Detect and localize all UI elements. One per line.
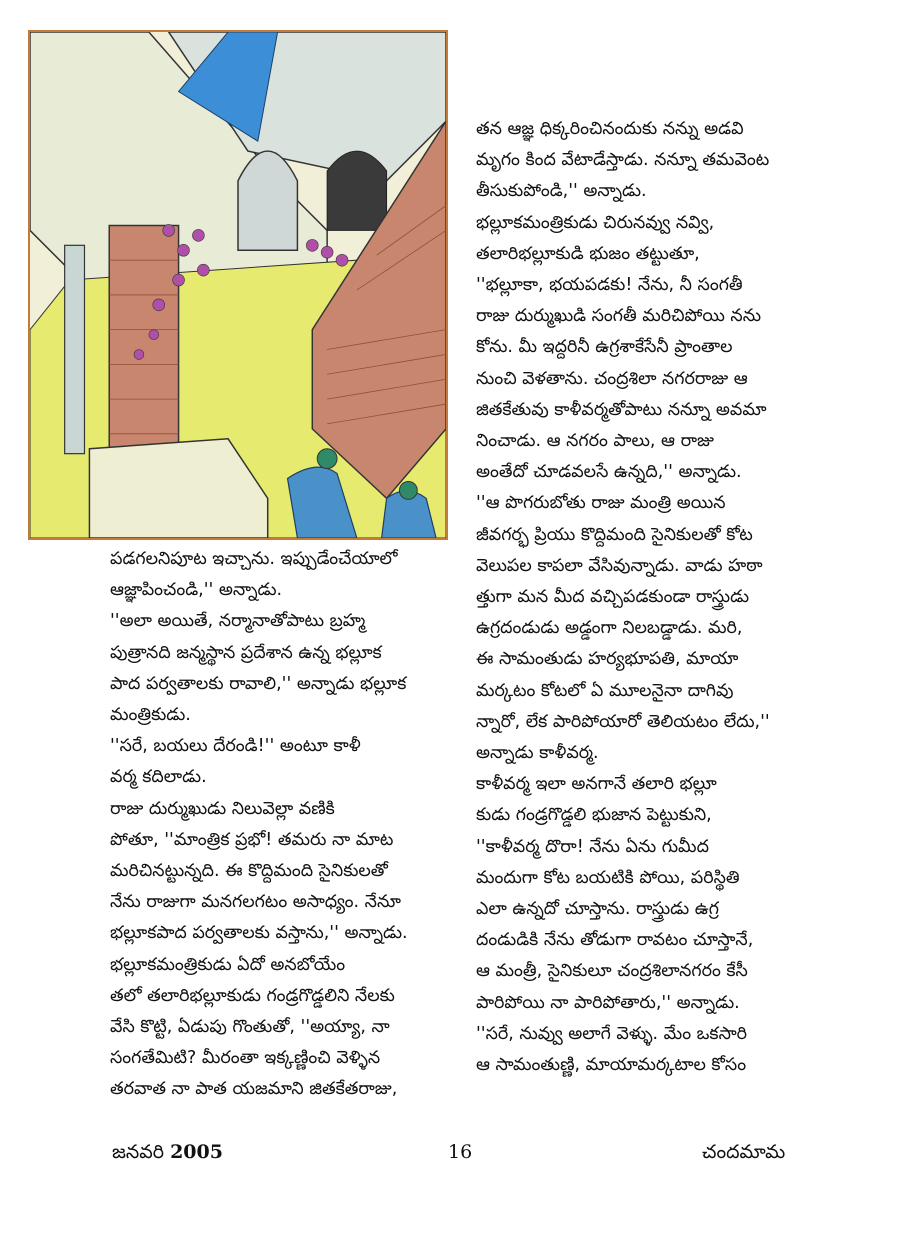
text-line: దండుడికి నేను తోడుగా రావటం చూస్తానే, bbox=[476, 930, 754, 951]
text-line: ఈ సామంతుడు హర్యభూపతి, మాయా bbox=[476, 649, 739, 670]
text-line: పడగలనిపూట ఇచ్చాను. ఇప్పుడేంచేయాలో bbox=[110, 549, 398, 569]
text-line: నేను రాజుగా మనగలగటం అసాధ్యం. నేనూ bbox=[110, 892, 401, 913]
text-line: అన్నాడు కాళీవర్మ. bbox=[476, 743, 599, 764]
text-line: కుడు గండ్రగొడ్డలి భుజాన పెట్టుకుని, bbox=[476, 805, 712, 826]
text-line: భల్లూకమంత్రికుడు చిరునవ్వు నవ్వి, bbox=[476, 212, 715, 233]
text-line: సంగతేమిటి? మీరంతా ఇక్కణ్ణించి వెళ్ళిన bbox=[110, 1048, 381, 1069]
page-number: 16 bbox=[448, 1141, 473, 1163]
magazine-name: చందమామ bbox=[702, 1141, 786, 1163]
text-line: వెలుపల కాపలా వేసివున్నాడు. వాడు హఠా bbox=[476, 555, 763, 576]
text-line: మరిచినట్టున్నది. ఈ కొద్దిమంది సైనికులతో bbox=[110, 861, 388, 882]
text-line: జితకేతువు కాళీవర్మతోపాటు నన్నూ అవమా bbox=[476, 399, 767, 420]
text-line: మందుగా కోట బయటికి పోయి, పరిస్థితి bbox=[476, 867, 740, 888]
text-line: తన ఆజ్ఞ ధిక్కరించినందుకు నన్ను అడవి bbox=[476, 119, 744, 139]
text-line: మృగం కింద వేటాడేస్తాడు. నన్నూ తమవెంట bbox=[476, 150, 770, 171]
text-line: నించాడు. ఆ నగరం పాలు, ఆ రాజు bbox=[476, 431, 714, 452]
text-line: ''సరే, నువ్వు అలాగే వెళ్ళు. మేం ఒకసారి bbox=[476, 1023, 747, 1044]
text-line: పోతూ, ''మాంత్రిక ప్రభో! తమరు నా మాట bbox=[110, 829, 394, 850]
footer-date bbox=[112, 1141, 223, 1168]
text-line: కోను. మీ ఇద్దరినీ ఉగ్రశాకేసేనీ ప్రాంతాల bbox=[476, 337, 733, 358]
text-line: ఆజ్ఞాపించండి,'' అన్నాడు. bbox=[110, 580, 283, 601]
story-illustration bbox=[28, 30, 448, 540]
text-line: భల్లూకపాద పర్వతాలకు వస్తాను,'' అన్నాడు. bbox=[110, 923, 408, 944]
text-line: జీవగర్భ ప్రియు కొద్దిమంది సైనికులతో కోట bbox=[476, 524, 753, 545]
text-line: ''అలా అయితే, నర్మానాతోపాటు బ్రహ్మ bbox=[110, 611, 366, 632]
text-line: భల్లూకమంత్రికుడు ఏదో అనబోయేం bbox=[110, 954, 346, 975]
text-line: ఉగ్రదండుడు అడ్డంగా నిలబడ్డాడు. మరి, bbox=[476, 618, 743, 639]
text-line: రాజు దుర్ముఖుడి సంగతీ మరిచిపోయి నను bbox=[476, 306, 762, 327]
text-line: వేసి కొట్టి, ఏడుపు గొంతుతో, ''అయ్యా, నా bbox=[110, 1017, 390, 1038]
text-line: త్తుగా మన మీద వచ్చిపడకుండా రాస్త్రుడు bbox=[476, 587, 750, 608]
left-text-column bbox=[110, 544, 455, 1106]
right-text-column bbox=[476, 114, 816, 1081]
text-line: వర్మ కదిలాడు. bbox=[110, 767, 207, 788]
text-line: కాళీవర్మ ఇలా అనగానే తలారి భల్లూ bbox=[476, 774, 717, 795]
text-line: తలారిభల్లూకుడి భుజం తట్టుతూ, bbox=[476, 243, 700, 264]
text-line: ఆ మంత్రీ, సైనికులూ చంద్రశిలానగరం కేసీ bbox=[476, 961, 748, 982]
text-line: అంతేదో చూడవలసే ఉన్నది,'' అన్నాడు. bbox=[476, 462, 742, 483]
text-line: ''సరే, బయలు దేరండి!'' అంటూ కాళీ bbox=[110, 736, 361, 757]
text-line: మర్కటం కోటలో ఏ మూలనైనా దాగివు bbox=[476, 680, 734, 701]
text-line: తీసుకుపోండి,'' అన్నాడు. bbox=[476, 181, 647, 202]
text-line: ''కాళీవర్మ దొరా! నేను ఏను గుమీద bbox=[476, 836, 709, 857]
text-line: తరవాత నా పాత యజమాని జితకేతరాజు, bbox=[110, 1079, 398, 1100]
text-line: న్నారో, లేక పారిపోయారో తెలియటం లేదు,'' bbox=[476, 711, 770, 732]
text-line: పారిపోయి నా పారిపోతారు,'' అన్నాడు. bbox=[476, 992, 740, 1013]
text-line: పాద పర్వతాలకు రావాలి,'' అన్నాడు భల్లూక bbox=[110, 673, 407, 694]
text-line: ''ఆ పొగరుబోతు రాజు మంత్రి అయిన bbox=[476, 493, 726, 514]
text-line: మంత్రికుడు. bbox=[110, 705, 191, 726]
text-line: నుంచి వెళతాను. చంద్రశిలా నగరరాజు ఆ bbox=[476, 368, 748, 389]
text-line: ''భల్లూకా, భయపడకు! నేను, నీ సంగతీ bbox=[476, 275, 743, 296]
text-line: ఎలా ఉన్నదో చూస్తాను. రాస్త్రుడు ఉగ్ర bbox=[476, 899, 719, 920]
footer-year: 2005 bbox=[170, 1141, 223, 1163]
text-line: రాజు దుర్ముఖుడు నిలువెల్లా వణికి bbox=[110, 798, 335, 819]
text-line: తలో తలారిభల్లూకుడు గండ్రగొడ్డలిని నేలకు bbox=[110, 985, 395, 1006]
text-line: పుత్రానది జన్మస్థాన ప్రదేశాన ఉన్న భల్లూక bbox=[110, 642, 382, 663]
palace-battlement-illustration-icon bbox=[30, 32, 446, 538]
text-line: ఆ సామంతుణ్ణి, మాయామర్కటాల కోసం bbox=[476, 1055, 747, 1076]
footer-month: జనవరి bbox=[112, 1141, 165, 1163]
